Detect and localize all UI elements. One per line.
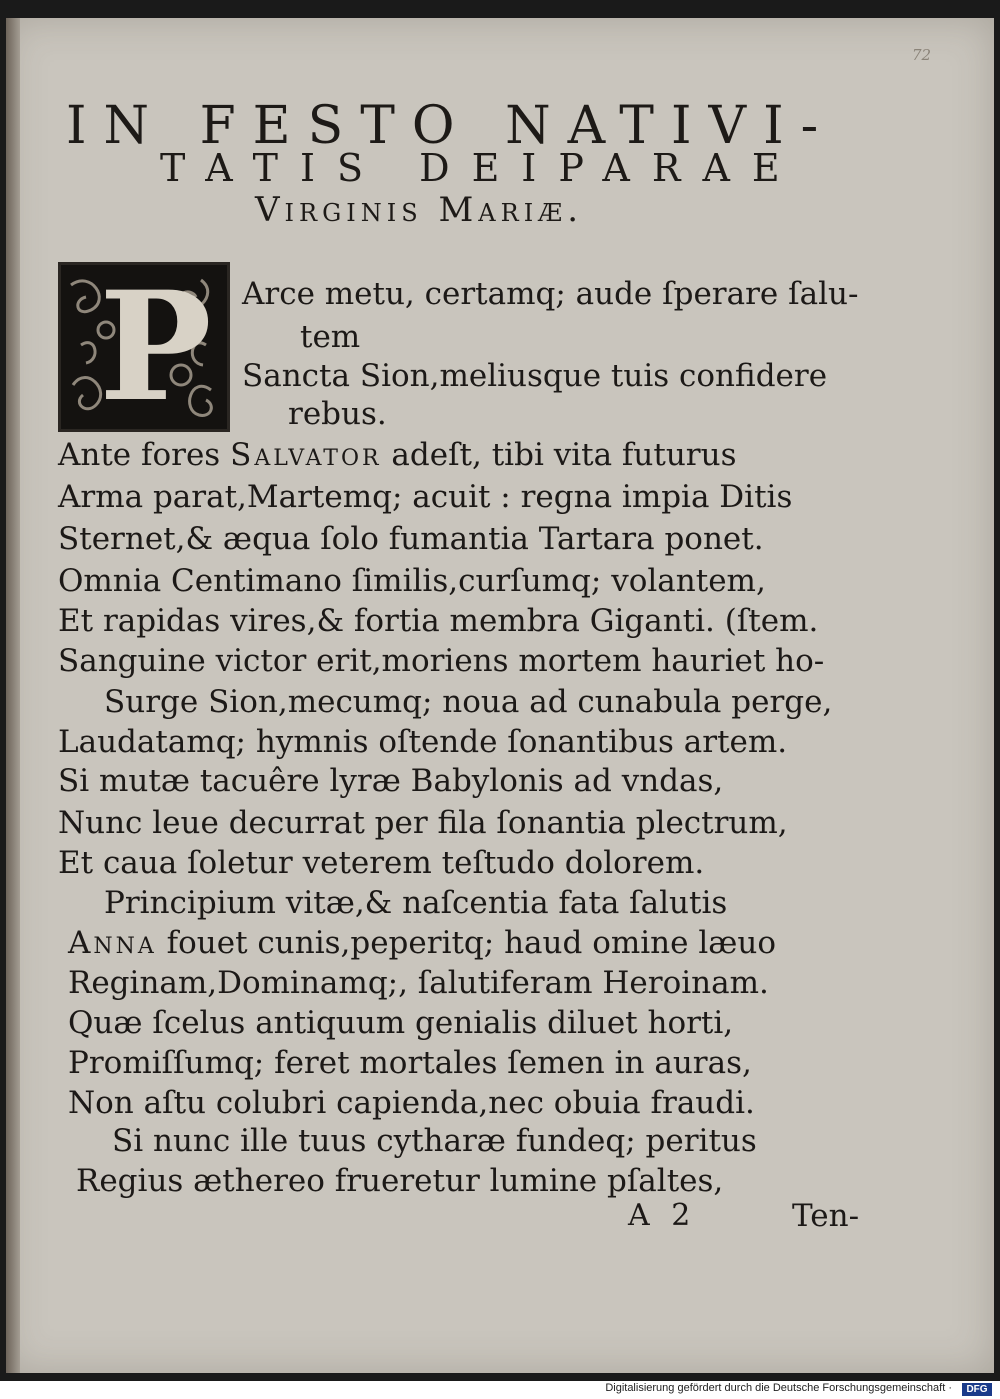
verse-line: Sanguine victor erit,moriens mortem hauriet ho- (58, 643, 825, 679)
title-line-2: TATIS DEIPARAE (160, 146, 802, 190)
verse-line: Reginam,Dominamq;, ſalutiferam Heroinam. (68, 965, 769, 1001)
dfg-logo-icon: DFG (962, 1383, 992, 1396)
verse-line: Arce metu, certamq; aude ſperare ſalu- (242, 276, 859, 312)
verse-line: Promiſſumq; feret mortales ſemen in auras, (68, 1045, 752, 1081)
catchword: Ten- (792, 1198, 860, 1234)
decorated-initial (58, 259, 230, 435)
verse-line: Arma parat,Martemq; acuit : regna impia Ditis (58, 479, 793, 515)
verse-line: Anna fouet cunis,peperitq; haud omine læuo (68, 925, 777, 961)
verse-line: Omnia Centimano ſimilis,curſumq; volantem, (58, 563, 766, 599)
digitization-credit: Digitalisierung gefördert durch die Deutsche Forschungsgemeinschaft · (605, 1382, 952, 1394)
verse-line: Regius æthereo frueretur lumine pſaltes, (76, 1163, 724, 1199)
verse-line: Laudatamq; hymnis oſtende ſonantibus artem. (58, 724, 788, 760)
verse-line: Surge Sion,mecumq; noua ad cunabula perge, (104, 684, 833, 720)
verse-line: Ante fores Salvator adeſt, tibi vita futurus (58, 437, 737, 473)
verse-line: Et caua ſoletur veterem teſtudo dolorem. (58, 845, 705, 881)
verse-line: Sancta Sion,meliusque tuis confidere (242, 358, 828, 394)
title-line-1: IN FESTO NATIVI- (66, 96, 836, 156)
verse-line: Et rapidas vires,& fortia membra Giganti. (ſtem. (58, 603, 819, 639)
verse-line: Si mutæ tacuêre lyræ Babylonis ad vndas, (58, 763, 724, 799)
verse-line: Si nunc ille tuus cytharæ fundeq; peritus (112, 1123, 757, 1159)
verse-line: Nunc leue decurrat per fila ſonantia plectrum, (58, 805, 788, 841)
verse-line: rebus. (288, 396, 387, 432)
signature-mark: A 2 (628, 1198, 697, 1233)
folio-mark: 72 (912, 46, 932, 64)
binding-shadow (6, 18, 20, 1373)
title-line-3: Virginis Mariæ. (255, 190, 584, 230)
verse-line: tem (300, 319, 361, 355)
verse-line: Sternet,& æqua ſolo fumantia Tartara ponet. (58, 521, 764, 557)
verse-line: Non aſtu colubri capienda,nec obuia fraudi. (68, 1085, 755, 1121)
verse-line: Quæ ſcelus antiquum genialis diluet horti, (68, 1005, 734, 1041)
initial-letter: P (99, 259, 212, 435)
verse-line: Principium vitæ,& naſcentia fata ſalutis (104, 885, 728, 921)
